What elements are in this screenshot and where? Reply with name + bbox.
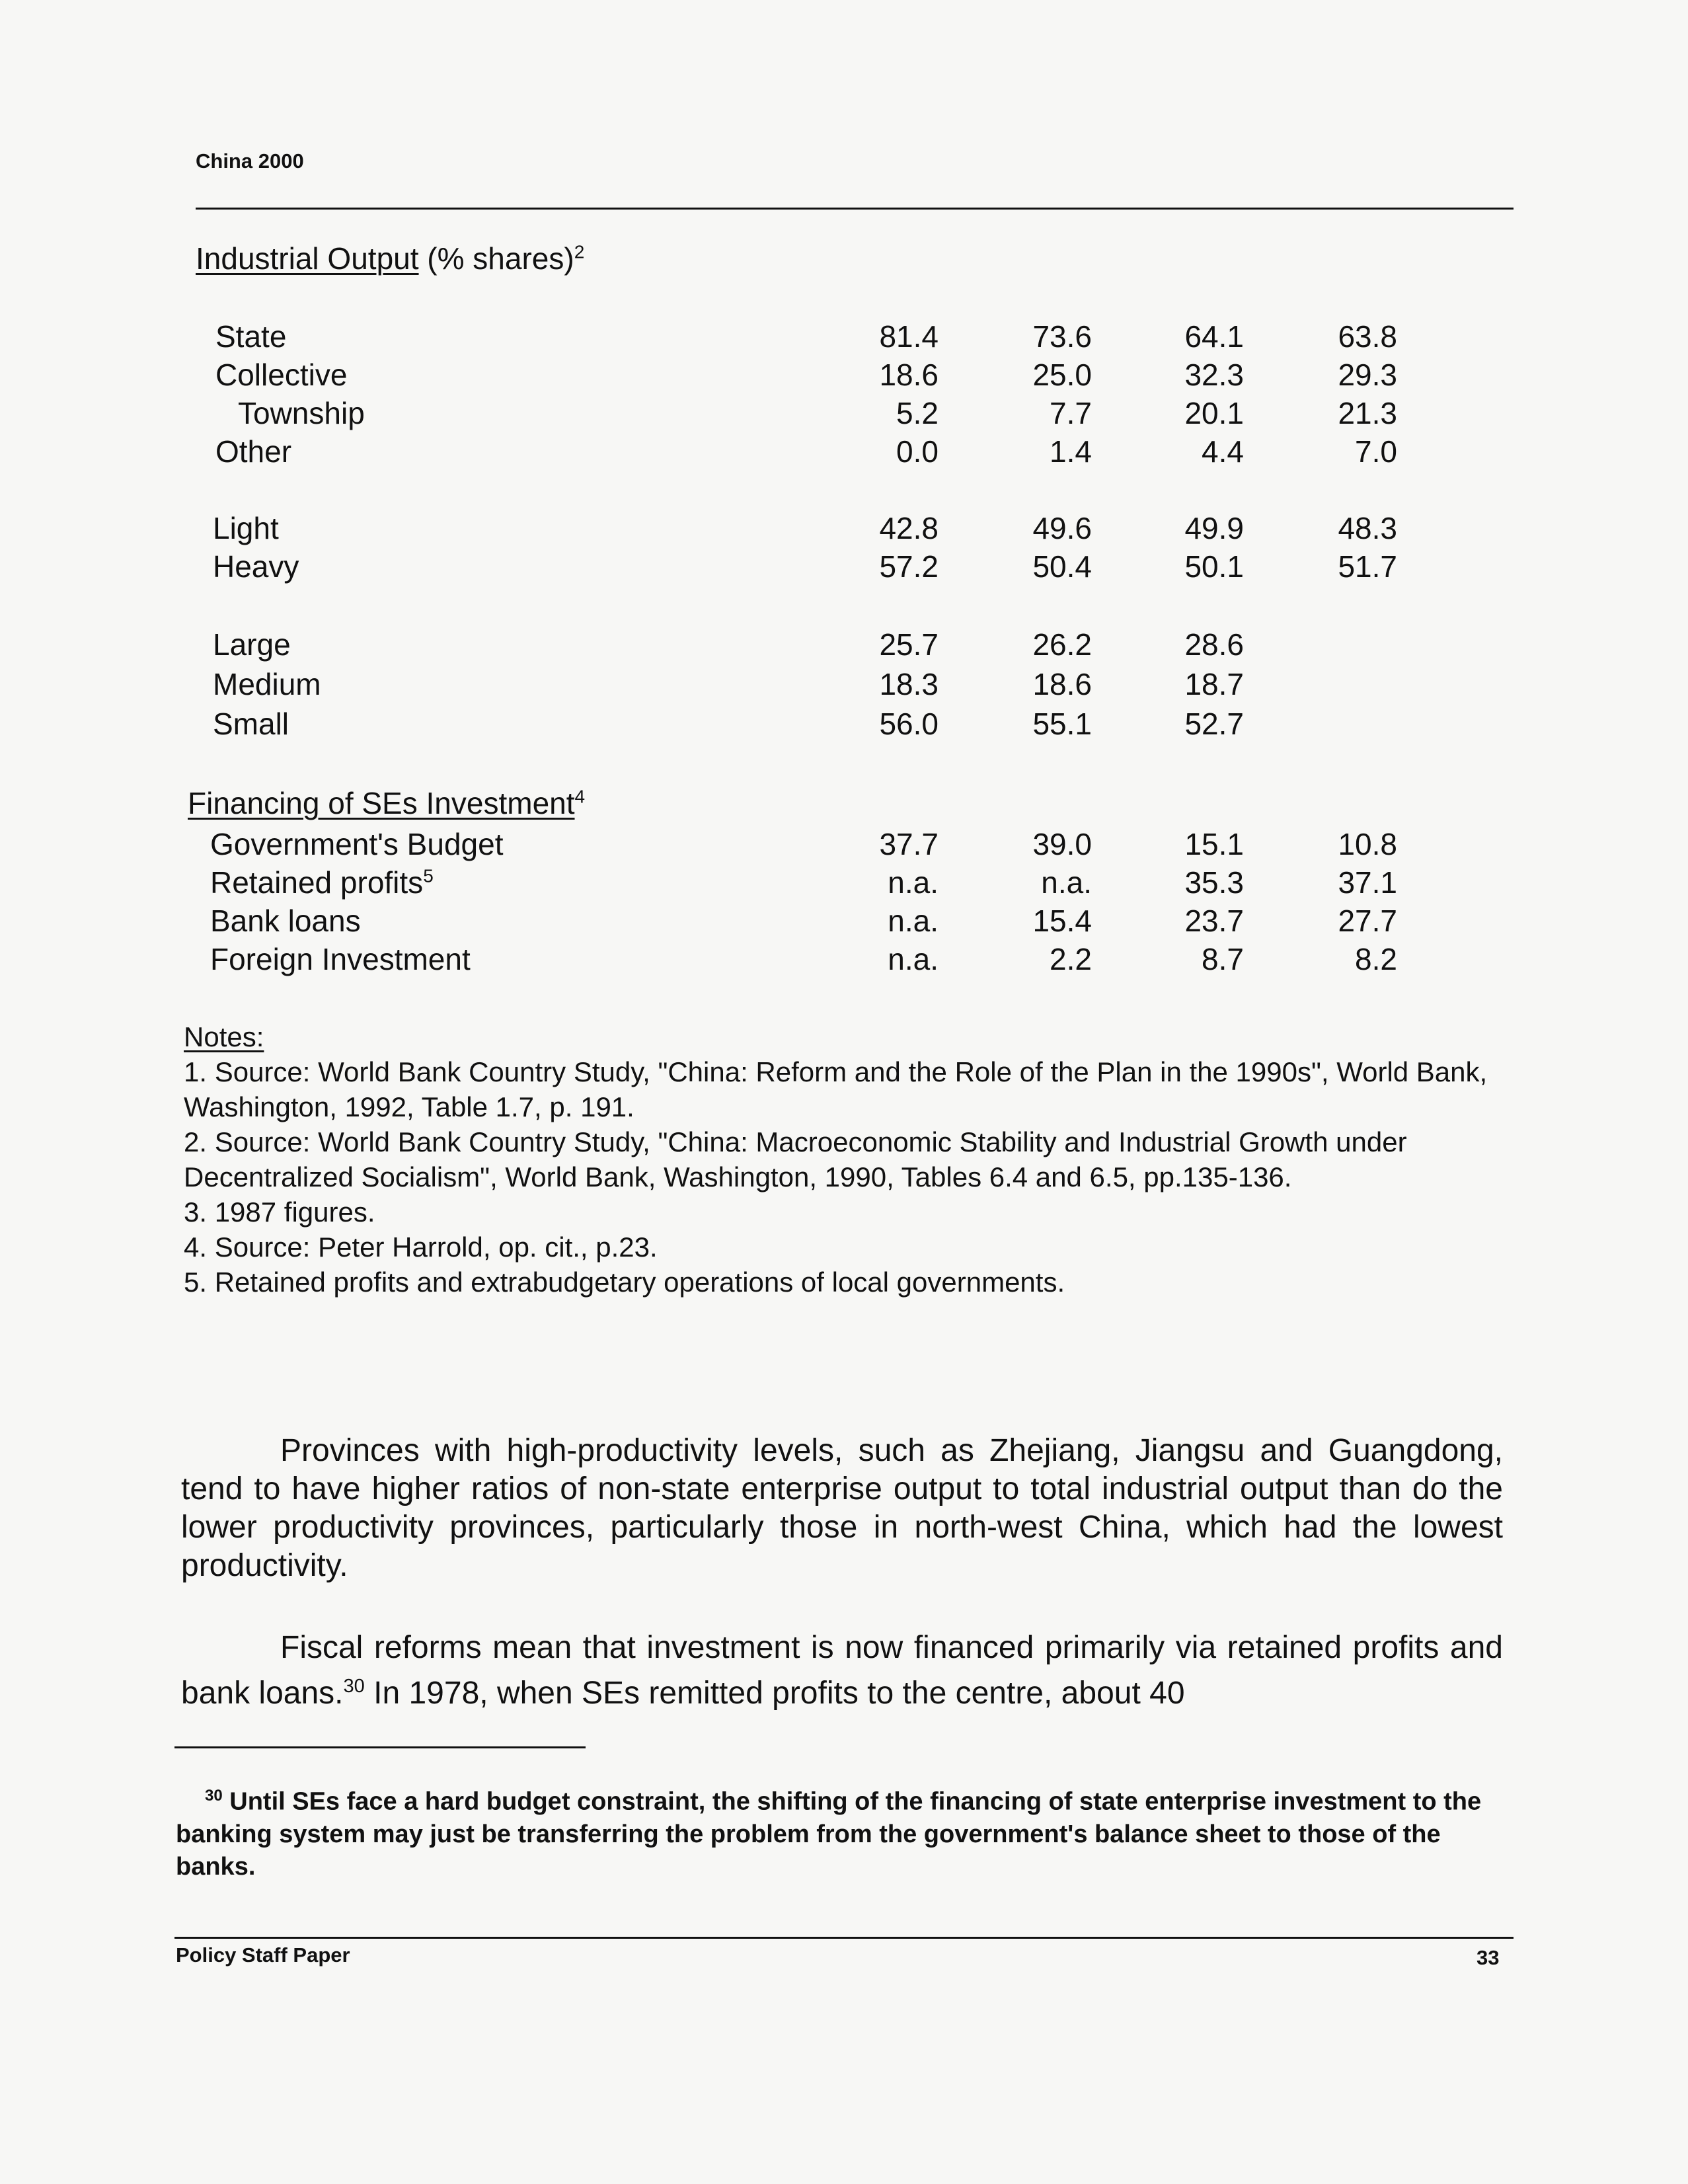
row-label: Foreign Investment — [210, 942, 471, 976]
row-label: Heavy — [213, 549, 299, 584]
note-item: 2. Source: World Bank Country Study, "China: Macroeconomic Stability and Industrial Growth under Decentralized Socialism", World Bank, Washington, 1990, Tables 6.4 and 6.5, pp.135-136. — [184, 1126, 1407, 1192]
cell-value: 48.3 — [1338, 511, 1397, 545]
note-ref: 4 — [574, 786, 586, 807]
cell-value: 7.7 — [1050, 396, 1092, 430]
note-item: 4. Source: Peter Harrold, op. cit., p.23. — [184, 1231, 658, 1263]
row-label: Light — [213, 511, 279, 545]
note-item: 1. Source: World Bank Country Study, "China: Reform and the Role of the Plan in the 1990s", World Bank, Washington, 1992, Table 1.7, p. 191. — [184, 1056, 1488, 1122]
cell-value: 37.1 — [1338, 865, 1397, 900]
cell-value: 52.7 — [1184, 707, 1244, 741]
footnote-number: 30 — [205, 1787, 223, 1805]
cell-value: 23.7 — [1184, 904, 1244, 938]
cell-value: 5.2 — [896, 396, 939, 430]
cell-value: 37.7 — [879, 827, 939, 861]
cell-value: 49.9 — [1184, 511, 1244, 545]
row-label: Government's Budget — [210, 827, 504, 861]
cell-value: 18.6 — [1032, 667, 1092, 701]
cell-value: 15.1 — [1184, 827, 1244, 861]
section-title: Financing of SEs Investment — [188, 786, 575, 820]
cell-value: 29.3 — [1338, 358, 1397, 392]
cell-value: n.a. — [888, 904, 939, 938]
footnote-ref: 30 — [343, 1676, 365, 1697]
cell-value: 8.2 — [1355, 942, 1397, 976]
footer-rule — [174, 1937, 1514, 1939]
row-label: Township — [238, 396, 365, 430]
row-label: Collective — [215, 358, 348, 392]
footnote-text: Until SEs face a hard budget constraint, the shifting of the financing of state enterprise investment to the banking system may just be transferring the problem from the government's balance sheet to those of the banks. — [176, 1787, 1482, 1881]
cell-value: 42.8 — [879, 511, 939, 545]
row-label: Other — [215, 434, 292, 469]
cell-value: 73.6 — [1032, 319, 1092, 354]
cell-value: 10.8 — [1338, 827, 1397, 861]
cell-value: 25.7 — [879, 627, 939, 662]
row-label: Large — [213, 627, 291, 662]
footer-title: Policy Staff Paper — [176, 1943, 350, 1967]
page-number: 33 — [1477, 1946, 1500, 1969]
cell-value: 51.7 — [1338, 549, 1397, 584]
row-label-text: Retained profits — [210, 865, 424, 900]
cell-value: 50.4 — [1032, 549, 1092, 584]
cell-value: 56.0 — [879, 707, 939, 741]
note-item: 3. 1987 figures. — [184, 1196, 375, 1228]
note-item: 5. Retained profits and extrabudgetary operations of local governments. — [184, 1267, 1065, 1298]
cell-value: 20.1 — [1184, 396, 1244, 430]
body-paragraph — [181, 1432, 1503, 1585]
cell-value: 21.3 — [1338, 396, 1397, 430]
note-ref: 2 — [574, 241, 585, 262]
cell-value: 55.1 — [1032, 707, 1092, 741]
cell-value: 2.2 — [1050, 942, 1092, 976]
cell-value: 63.8 — [1338, 319, 1397, 354]
section-suffix: (% shares) — [418, 241, 574, 276]
notes-block — [184, 1019, 1506, 1300]
cell-value: 32.3 — [1184, 358, 1244, 392]
paragraph-text: Fiscal reforms mean that investment is now financed primarily via retained profits and bank loans. — [181, 1630, 1503, 1711]
running-header: China 2000 — [196, 149, 304, 173]
cell-value: n.a. — [1041, 865, 1092, 900]
cell-value: 15.4 — [1032, 904, 1092, 938]
row-label: Medium — [213, 667, 321, 701]
cell-value: 8.7 — [1202, 942, 1244, 976]
section-heading-financing — [188, 785, 585, 821]
cell-value: 35.3 — [1184, 865, 1244, 900]
cell-value: n.a. — [888, 942, 939, 976]
note-ref: 5 — [423, 865, 434, 886]
cell-value: 57.2 — [879, 549, 939, 584]
cell-value: 18.3 — [879, 667, 939, 701]
row-label: State — [215, 319, 287, 354]
cell-value: 49.6 — [1032, 511, 1092, 545]
section-title: Industrial Output — [196, 241, 419, 276]
footnote-rule — [174, 1746, 586, 1748]
cell-value: 28.6 — [1184, 627, 1244, 662]
cell-value: 50.1 — [1184, 549, 1244, 584]
cell-value: 39.0 — [1032, 827, 1092, 861]
cell-value: 4.4 — [1202, 434, 1244, 469]
row-label — [210, 865, 434, 900]
header-rule — [196, 208, 1514, 210]
cell-value: n.a. — [888, 865, 939, 900]
cell-value: 26.2 — [1032, 627, 1092, 662]
paragraph-text: In 1978, when SEs remitted profits to the centre, about 40 — [364, 1676, 1185, 1711]
cell-value: 64.1 — [1184, 319, 1244, 354]
cell-value: 27.7 — [1338, 904, 1397, 938]
notes-heading: Notes: — [184, 1021, 264, 1052]
cell-value: 18.6 — [879, 358, 939, 392]
row-label: Small — [213, 707, 289, 741]
cell-value: 18.7 — [1184, 667, 1244, 701]
cell-value: 0.0 — [896, 434, 939, 469]
cell-value: 1.4 — [1050, 434, 1092, 469]
section-heading-industrial-output — [196, 241, 584, 276]
cell-value: 25.0 — [1032, 358, 1092, 392]
paragraph-text: Provinces with high-productivity levels, such as Zhejiang, Jiangsu and Guangdong, tend to have higher ratios of non-state enterprise output to total industrial output than do the lower productivity provinces, particularly those in north-west China, which had the lowest productivity. — [181, 1433, 1503, 1583]
body-paragraph — [181, 1629, 1503, 1713]
cell-value: 7.0 — [1355, 434, 1397, 469]
footnote — [176, 1779, 1504, 1883]
cell-value: 81.4 — [879, 319, 939, 354]
row-label: Bank loans — [210, 904, 361, 938]
